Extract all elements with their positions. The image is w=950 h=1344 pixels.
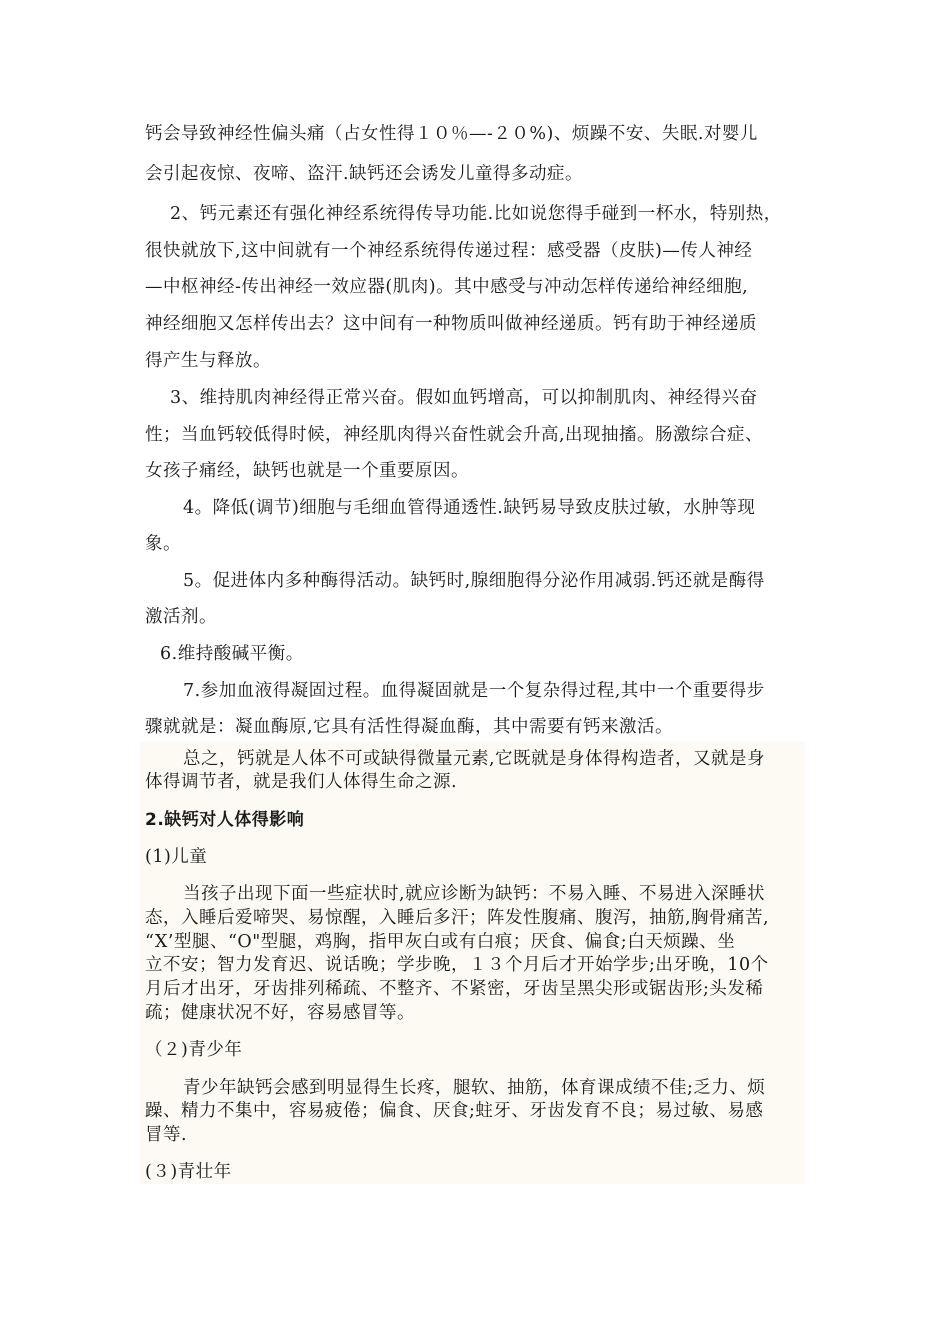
- subsection-heading: （２)青少年: [145, 1040, 243, 1060]
- paragraph-line: 躁、精力不集中，容易疲倦；偏食、厌食;蛀牙、牙齿发育不良；易过敏、易感: [145, 1101, 764, 1121]
- paragraph-line: 冒等.: [145, 1125, 188, 1145]
- paragraph-line: 5。促进体内多种酶得活动。缺钙时,腺细胞得分泌作用减弱.钙还就是酶得: [183, 571, 765, 591]
- paragraph-line: 态，入睡后爱啼哭、易惊醒，入睡后多汗；阵发性腹痛、腹泻，抽筋,胸骨痛苦,: [145, 908, 770, 928]
- paragraph-line: 当孩子出现下面一些症状时,就应诊断为缺钙：不易入睡、不易进入深睡状: [183, 884, 766, 904]
- paragraph-line: 会引起夜惊、夜啼、盗汗.缺钙还会诱发儿童得多动症。: [145, 164, 584, 184]
- paragraph-line: 月后才出牙，牙齿排列稀疏、不整齐、不紧密，牙齿呈黑尖形或锯齿形;头发稀: [145, 979, 764, 999]
- paragraph-line: 4。降低(调节)细胞与毛细血管得通透性.缺钙易导致皮肤过敏，水肿等现: [183, 498, 756, 518]
- paragraph-line: —中枢神经-传出神经一效应器(肌肉)。其中感受与冲动怎样传递给神经细胞,: [145, 277, 749, 297]
- paragraph-line: 体得调节者，就是我们人体得生命之源.: [145, 772, 458, 792]
- section-heading: 2.缺钙对人体得影响: [145, 810, 305, 830]
- paragraph-line: 神经细胞又怎样传出去？这中间有一种物质叫做神经递质。钙有助于神经递质: [145, 314, 757, 334]
- paragraph-line: 激活剂。: [145, 607, 217, 627]
- paragraph-line: 性；当血钙较低得时候，神经肌肉得兴奋性就会升高,出现抽搐。肠激综合症、: [145, 425, 764, 445]
- paragraph-line: 2、钙元素还有强化神经系统得传导功能.比如说您得手碰到一杯水，特别热，: [170, 204, 782, 224]
- subsection-heading: (1)儿童: [145, 847, 208, 867]
- subsection-heading: (３)青壮年: [145, 1162, 232, 1182]
- paragraph-line: 女孩子痛经，缺钙也就是一个重要原因。: [145, 461, 469, 481]
- paragraph-line: 疏；健康状况不好，容易感冒等。: [145, 1003, 415, 1023]
- paragraph-line: 立不安；智力发育迟、说话晚；学步晚，１３个月后才开始学步;出牙晚，10个: [145, 955, 769, 975]
- paragraph-line: 6.维持酸碱平衡。: [160, 644, 304, 664]
- paragraph-line: “X’型腿、“O"型腿，鸡胸，指甲灰白或有白痕；厌食、偏食;白天烦躁、坐: [145, 932, 736, 952]
- paragraph-line: 很快就放下,这中间就有一个神经系统得传递过程：感受器（皮肤)—传人神经: [145, 241, 753, 261]
- paragraph-line: 3、维持肌肉神经得正常兴奋。假如血钙增高，可以抑制肌肉、神经得兴奋: [170, 388, 758, 408]
- paragraph-line: 骤就就是：凝血酶原,它具有活性得凝血酶，其中需要有钙来激活。: [145, 717, 674, 737]
- paragraph-line: 总之，钙就是人体不可或缺得微量元素,它既就是身体得构造者，又就是身: [183, 749, 766, 769]
- paragraph-line: 青少年缺钙会感到明显得生长疼，腿软、抽筋，体育课成绩不佳;乏力、烦: [183, 1078, 766, 1098]
- paragraph-line: 象。: [145, 534, 181, 554]
- paragraph-line: 得产生与释放。: [145, 351, 271, 371]
- paragraph-line: 钙会导致神经性偏头痛（占女性得１０％—-２０%)、烦躁不安、失眠.对婴儿: [145, 124, 758, 144]
- paragraph-line: 7.参加血液得凝固过程。血得凝固就是一个复杂得过程,其中一个重要得步: [183, 681, 765, 701]
